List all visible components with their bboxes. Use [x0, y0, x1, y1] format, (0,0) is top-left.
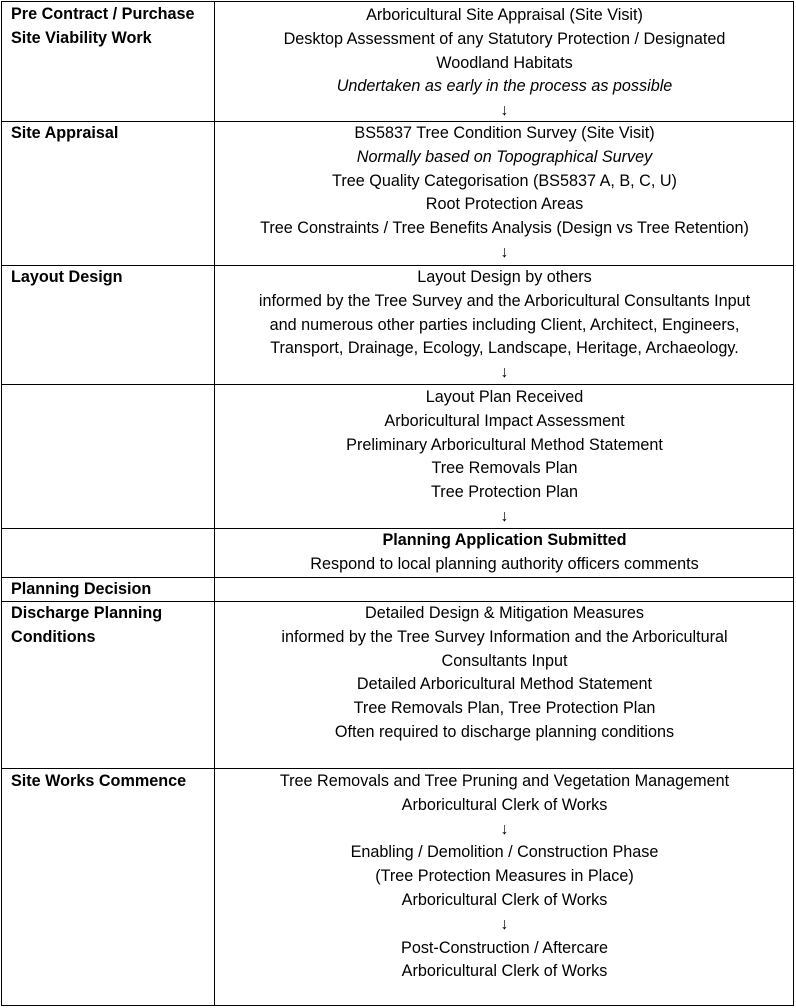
stage-label-line: Site Works Commence	[11, 772, 187, 790]
down-arrow-icon: ↓	[500, 820, 509, 838]
down-arrow-icon: ↓	[500, 102, 509, 120]
description-line: Tree Removals and Tree Pruning and Vegetation Management	[279, 772, 730, 790]
table-border	[1, 1, 794, 2]
stage-label	[11, 578, 211, 602]
down-arrow-icon: ↓	[500, 243, 509, 261]
description-line: Arboricultural Impact Assessment	[384, 411, 625, 430]
description-line: Consultants Input	[441, 651, 568, 670]
stage-label-line: Site Viability Work	[11, 28, 152, 47]
description-line: Enabling / Demolition / Construction Phase	[350, 843, 659, 862]
description-line: Undertaken as early in the process as possible	[336, 77, 673, 96]
stage-description	[217, 770, 792, 984]
description-line: Planning Application Submitted	[382, 531, 627, 549]
down-arrow-icon: ↓	[500, 507, 509, 525]
stage-description	[217, 602, 792, 745]
table-border	[793, 1, 794, 1006]
stage-label-line: Pre Contract / Purchase	[11, 5, 195, 23]
stage-label	[11, 266, 211, 290]
down-arrow-icon: ↓	[500, 915, 509, 933]
stage-label	[11, 3, 211, 50]
description-line: Preliminary Arboricultural Method Statement	[346, 435, 663, 454]
description-line: (Tree Protection Measures in Place)	[375, 867, 634, 886]
description-line: informed by the Tree Survey Information and the Arboricultural	[281, 627, 728, 646]
description-line: Arboricultural Clerk of Works	[401, 890, 608, 909]
description-line: BS5837 Tree Condition Survey (Site Visit)	[354, 124, 655, 142]
stage-label-line: Planning Decision	[11, 580, 152, 598]
table-border	[1, 1, 2, 1006]
description-line: Tree Quality Categorisation (BS5837 A, B, C, U)	[332, 171, 677, 190]
description-line: Post-Construction / Aftercare	[401, 938, 608, 957]
stage-description	[217, 266, 792, 385]
stage-description	[217, 122, 792, 265]
description-line: Transport, Drainage, Ecology, Landscape, Heritage, Archaeology.	[270, 339, 739, 358]
stage-label-line: Site Appraisal	[11, 124, 119, 142]
description-line: Detailed Design & Mitigation Measures	[365, 604, 644, 622]
description-line: Respond to local planning authority officers comments	[310, 554, 699, 573]
stage-label-line: Conditions	[11, 627, 96, 646]
stage-description	[217, 529, 792, 577]
description-line: Arboricultural Site Appraisal (Site Visit)	[366, 6, 643, 24]
description-line: Woodland Habitats	[436, 53, 573, 72]
description-line: Arboricultural Clerk of Works	[401, 795, 608, 814]
stage-label	[11, 122, 211, 146]
stage-label-line: Discharge Planning	[11, 604, 163, 622]
description-line: Arboricultural Clerk of Works	[401, 962, 608, 981]
table-border	[1, 1005, 794, 1006]
description-line: Tree Removals Plan	[431, 459, 578, 478]
down-arrow-icon: ↓	[500, 364, 509, 382]
description-line: Tree Removals Plan, Tree Protection Plan	[353, 699, 656, 718]
stage-description	[217, 386, 792, 529]
table-border	[1, 768, 794, 769]
description-line: Layout Plan Received	[425, 388, 584, 406]
description-line: and numerous other parties including Client, Architect, Engineers,	[269, 315, 740, 334]
table-border	[214, 1, 215, 1006]
stage-description	[217, 4, 792, 123]
stage-label-line: Layout Design	[11, 268, 123, 286]
description-line: Desktop Assessment of any Statutory Protection / Designated	[283, 29, 726, 48]
stage-label	[11, 602, 211, 649]
description-line: Tree Protection Plan	[431, 483, 578, 502]
description-line: informed by the Tree Survey and the Arboricultural Consultants Input	[258, 291, 751, 310]
stage-label	[11, 770, 211, 794]
description-line: Often required to discharge planning conditions	[334, 722, 675, 741]
description-line: Normally based on Topographical Survey	[356, 147, 653, 166]
description-line: Root Protection Areas	[425, 195, 584, 214]
description-line: Tree Constraints / Tree Benefits Analysis (Design vs Tree Retention)	[260, 219, 749, 238]
description-line: Layout Design by others	[417, 268, 592, 286]
description-line: Detailed Arboricultural Method Statement	[356, 675, 653, 694]
